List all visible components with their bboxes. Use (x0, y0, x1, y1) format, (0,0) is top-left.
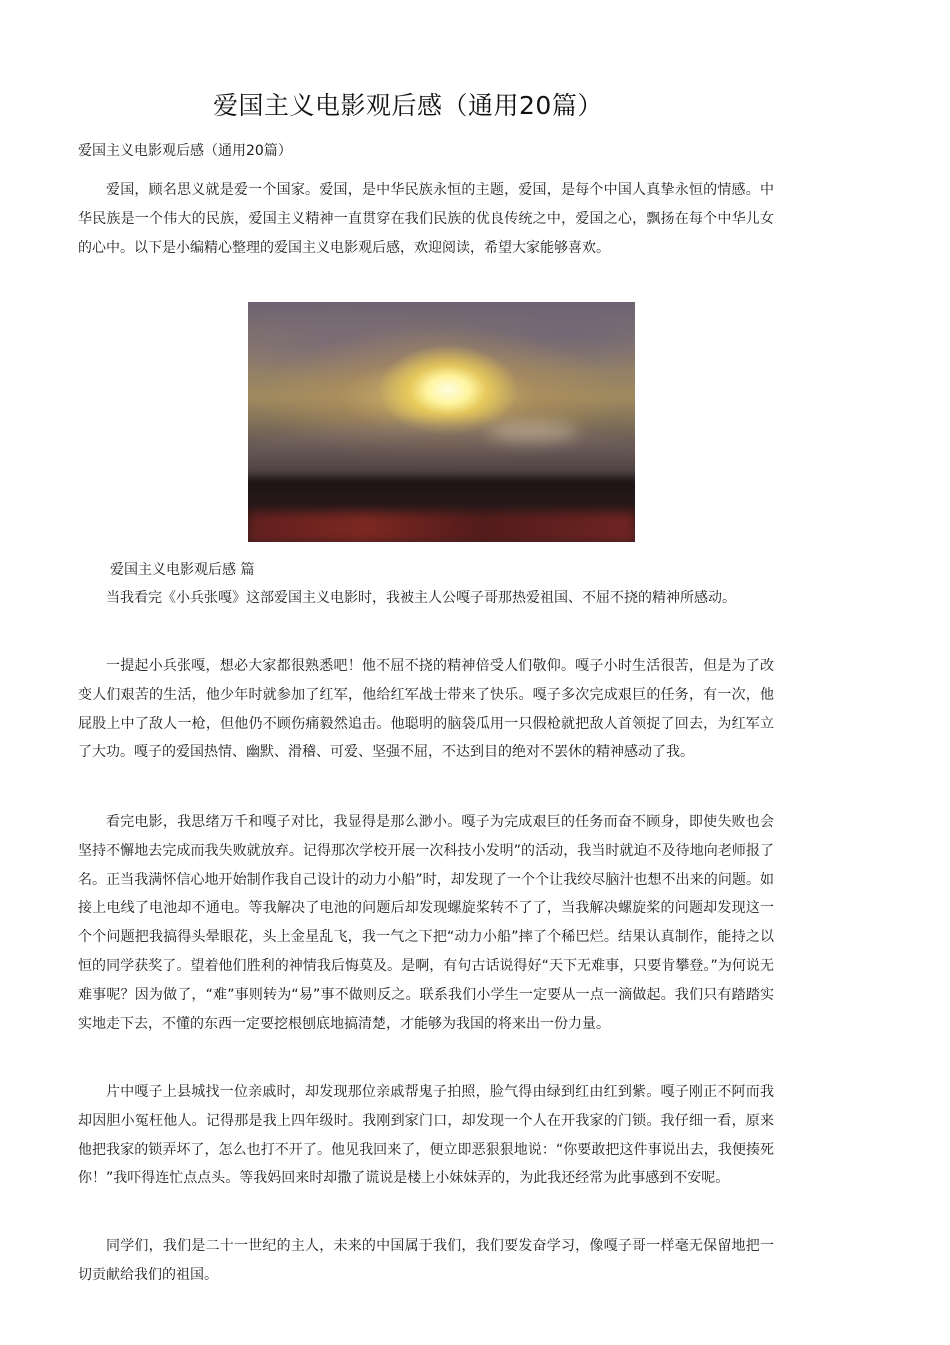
red-foreground-band (248, 512, 635, 542)
body-paragraph-1: 当我看完《小兵张嘎》这部爱国主义电影时，我被主人公嘎子哥那热爱祖国、不屈不挠的精神所感动。 (106, 590, 736, 606)
body-paragraph-3: 看完电影，我思绪万千和嘎子对比，我显得是那么渺小。嘎子为完成艰巨的任务而奋不顾身，即使失败也会坚持不懈地去完成而我失败就放弃。记得那次学校开展一次科技小发明”的活动，我当时就迫不及待地向老师报了名。正当我满怀信心地开始制作我自己设计的动力小船”时，却发现了一个个让我绞尽脑汁也想不出来的问题。如接上电线了电池却不通电。等我解决了电池的问题后却发现螺旋桨转不了了，当我解决螺旋桨的问题却发现这一个个问题把我搞得头晕眼花，头上金星乱飞，我一气之下把“动力小船”摔了个稀巴烂。结果认真制作，能持之以恒的同学获奖了。望着他们胜利的神情我后悔莫及。是啊，有句古话说得好“天下无难事，只要肯攀登。”为何说无难事呢？因为做了，“难”事则转为“易”事不做则反之。联系我们小学生一定要从一点一滴做起。我们只有踏踏实实地走下去，不懂的东西一定要挖根刨底地搞清楚，才能够为我国的将来出一份力量。 (78, 814, 774, 1032)
document-title: 爱国主义电影观后感（通用20篇） (213, 91, 603, 120)
document-subtitle: 爱国主义电影观后感（通用20篇） (78, 143, 292, 159)
intro-paragraph: 爱国，顾名思义就是爱一个国家。爱国，是中华民族永恒的主题，爱国，是每个中国人真挚永恒的情感。中华民族是一个伟大的民族，爱国主义精神一直贯穿在我们民族的优良传统之中，爱国之心，飘扬在每个中华儿女的心中。以下是小编精心整理的爱国主义电影观后感，欢迎阅读，希望大家能够喜欢。 (78, 182, 774, 256)
body-paragraph-5: 同学们，我们是二十一世纪的主人，未来的中国属于我们，我们要发奋学习，像嘎子哥一样毫无保留地把一切贡献给我们的祖国。 (78, 1238, 774, 1283)
section-heading: 爱国主义电影观后感 篇 (110, 562, 255, 578)
sunset-photo-icon (248, 302, 635, 542)
body-paragraph-2: 一提起小兵张嘎，想必大家都很熟悉吧！他不屈不挠的精神倍受人们敬仰。嘎子小时生活很苦，但是为了改变人们艰苦的生活，他少年时就参加了红军，他给红军战士带来了快乐。嘎子多次完成艰巨的任务，有一次，他屁股上中了敌人一枪，但他仍不顾伤痛毅然追击。他聪明的脑袋瓜用一只假枪就把敌人首领捉了回去，为红军立了大功。嘎子的爱国热情、幽默、滑稽、可爱、坚强不屈，不达到目的绝对不罢休的精神感动了我。 (78, 658, 774, 761)
body-paragraph-4: 片中嘎子上县城找一位亲戚时，却发现那位亲戚帮鬼子拍照，脸气得由绿到红由红到紫。嘎子刚正不阿而我却因胆小冤枉他人。记得那是我上四年级时。我刚到家门口，却发现一个人在开我家的门锁。我仔细一看，原来他把我家的锁弄坏了，怎么也打不开了。他见我回来了，便立即恶狠狠地说：“你要敢把这件事说出去，我便揍死你！”我吓得连忙点点头。等我妈回来时却撒了谎说是楼上小妹妹弄的，为此我还经常为此事感到不安呢。 (78, 1084, 774, 1187)
light-highlight (488, 422, 578, 442)
